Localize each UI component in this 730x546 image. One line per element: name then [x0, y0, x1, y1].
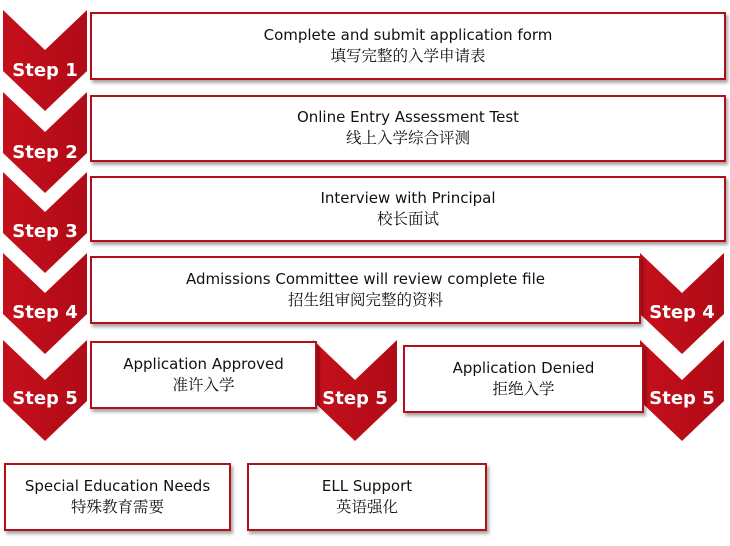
- step-2-label: Step 2: [12, 142, 78, 163]
- ell-support-english: ELL Support: [321, 476, 413, 495]
- step-1-label: Step 1: [12, 60, 78, 81]
- step-3-label: Step 3: [12, 221, 78, 242]
- step-2-box: [90, 95, 726, 162]
- approved-english: Application Approved: [123, 354, 284, 373]
- application-approved-box: [90, 341, 317, 409]
- special-education-chinese: 特殊教育需要: [70, 497, 164, 516]
- step-5-label-middle: Step 5: [322, 388, 388, 409]
- special-education-english: Special Education Needs: [24, 476, 211, 495]
- step-4-chinese: 招生组审阅完整的资料: [287, 290, 443, 309]
- step-3-english: Interview with Principal: [320, 188, 496, 207]
- step-5-label-right: Step 5: [649, 388, 715, 409]
- denied-chinese: 拒绝入学: [492, 379, 555, 398]
- step-2-english: Online Entry Assessment Test: [296, 108, 520, 127]
- step-3-chinese: 校长面试: [376, 209, 439, 228]
- application-denied-box: [403, 345, 644, 413]
- ell-support-chinese: 英语强化: [335, 497, 398, 516]
- step-1-chinese: 填写完整的入学申请表: [330, 46, 486, 65]
- step-5-label-left: Step 5: [12, 388, 78, 409]
- step-1-box: [90, 12, 726, 80]
- step-4-box: [90, 256, 641, 324]
- step-4-label-right: Step 4: [649, 302, 715, 323]
- step-2-chinese: 线上入学综合评测: [345, 129, 470, 148]
- special-education-box: [4, 463, 231, 531]
- step-3-box: [90, 176, 726, 242]
- step-1-english: Complete and submit application form: [263, 25, 553, 44]
- approved-chinese: 准许入学: [172, 375, 235, 394]
- ell-support-box: [247, 463, 487, 531]
- denied-english: Application Denied: [452, 358, 595, 377]
- step-4-label-left: Step 4: [12, 302, 78, 323]
- step-4-english: Admissions Committee will review complete file: [186, 269, 545, 288]
